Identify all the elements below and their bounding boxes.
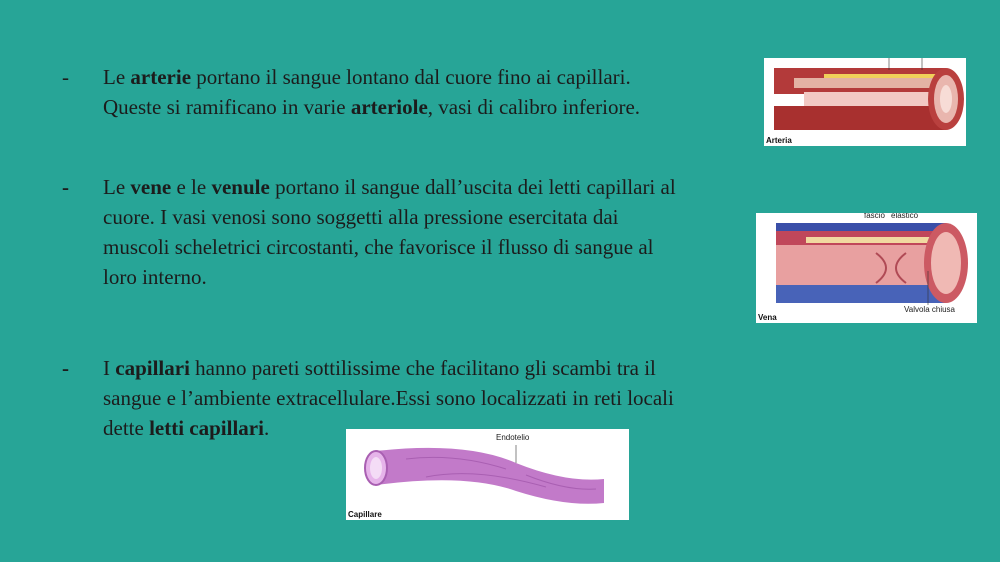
bullet-2-marker: -	[62, 175, 69, 199]
text-segment: loro interno.	[103, 265, 207, 289]
text-line	[103, 232, 783, 262]
text-segment: , vasi di calibro inferiore.	[427, 95, 641, 119]
text-line	[103, 202, 783, 232]
bold-term: letti capillari	[149, 416, 264, 440]
figure-capillare	[346, 429, 629, 520]
bold-term: vene	[130, 175, 172, 199]
text-segment: hanno pareti sottilissime che facilitano gli scambi tra il	[189, 356, 656, 380]
text-segment: muscoli scheletrici circostanti, che favorisce il flusso di sangue al	[103, 235, 654, 259]
paragraph-vene	[103, 172, 783, 292]
text-segment: cuore. I vasi venosi sono soggetti alla pressione esercitata dai	[103, 205, 619, 229]
vena-note-valvola: Valvola chiusa	[904, 305, 955, 314]
figure-vena	[756, 213, 977, 323]
text-line	[103, 353, 783, 383]
text-segment: Le	[103, 65, 131, 89]
text-line	[103, 262, 783, 292]
text-segment: I	[103, 356, 116, 380]
arteria-illustration	[764, 58, 966, 146]
text-line	[103, 92, 753, 122]
text-segment: .	[263, 416, 270, 440]
capillare-illustration	[346, 429, 629, 520]
bullet-3-marker: -	[62, 356, 69, 380]
bullet-1-marker: -	[62, 65, 69, 89]
vena-note-elastico: elastico	[891, 213, 919, 220]
text-segment: dette	[103, 416, 150, 440]
text-segment: portano il sangue dall’uscita dei letti capillari al	[269, 175, 676, 199]
paragraph-arterie	[103, 62, 753, 122]
figure-arteria	[764, 58, 966, 146]
text-segment: Le	[103, 175, 131, 199]
vena-note-fascio: fascio	[864, 213, 885, 220]
text-segment: e le	[171, 175, 212, 199]
vena-label: Vena	[758, 313, 777, 322]
text-line	[103, 383, 783, 413]
bold-term: venule	[211, 175, 270, 199]
capillare-label: Capillare	[348, 510, 382, 519]
bold-term: capillari	[115, 356, 190, 380]
text-line	[103, 172, 783, 202]
text-segment: sangue e l’ambiente extracellulare.Essi sono localizzati in reti locali	[103, 386, 674, 410]
capillare-note-endotelio: Endotelio	[496, 433, 530, 442]
bold-term: arteriole	[350, 95, 428, 119]
text-segment: Queste si ramificano in varie	[103, 95, 351, 119]
text-line	[103, 62, 753, 92]
arteria-label: Arteria	[766, 136, 792, 145]
text-segment: portano il sangue lontano dal cuore fino ai capillari.	[191, 65, 631, 89]
bold-term: arterie	[130, 65, 192, 89]
